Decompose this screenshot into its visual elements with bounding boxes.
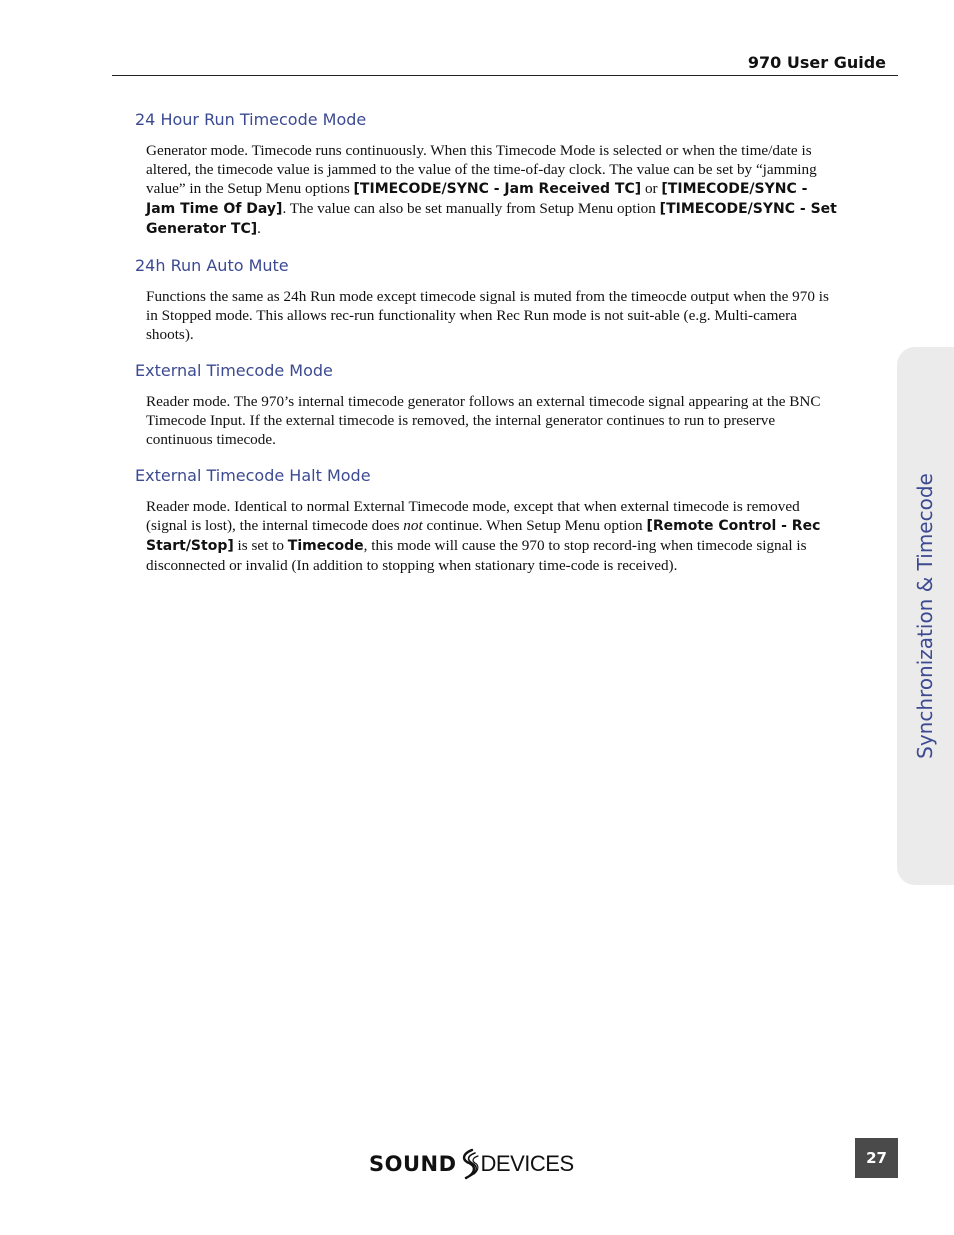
body-text: or — [641, 180, 662, 197]
sound-wave-logo-icon — [458, 1148, 480, 1180]
header-rule — [112, 75, 898, 76]
body-text: Reader mode. Identical to normal External Timecode mode, except that when external timecode is removed (signal is lost), the internal timecode does — [146, 498, 800, 534]
logo-text-sound: SOUND — [369, 1152, 457, 1176]
body-text: . The value can also be set manually from Setup Menu option — [282, 200, 660, 217]
header-title: 970 User Guide — [747, 53, 886, 72]
body-text: . — [257, 220, 261, 237]
sound-devices-logo — [369, 1148, 574, 1180]
page-number: 27 — [855, 1138, 898, 1178]
section-body-external-timecode: Reader mode. The 970’s internal timecode generator follows an external timecode signal appearing at the BNC Timecode Input. If the external timecode is removed, the internal generator continues to run to preserve continuous timecode. — [146, 393, 821, 448]
menu-reference: [TIMECODE/SYNC - Jam Received TC] — [353, 181, 642, 197]
section-heading-24-hour-run: 24 Hour Run Timecode Mode — [135, 110, 367, 129]
body-text: Generator mode. Timecode runs continuously. When this Timecode Mode is selected or when the time/date is altered, the timecode value is jammed to the value of the time-of-day clock. The value can be set by “jamming value” in the Setup Menu options — [146, 142, 817, 197]
section-body-external-timecode-halt — [146, 497, 840, 575]
menu-reference: [TIMECODE/SYNC - Set Generator TC] — [146, 201, 837, 237]
main-content — [135, 109, 840, 591]
section-body-24-hour-run — [146, 141, 840, 239]
menu-reference: Timecode — [287, 538, 364, 554]
body-text: is set to — [233, 537, 288, 554]
section-heading-external-timecode-halt: External Timecode Halt Mode — [135, 466, 371, 485]
menu-reference: [Remote Control - Rec Start/Stop] — [146, 518, 821, 554]
logo-text-devices: DEVICES — [480, 1151, 574, 1176]
emphasis-text: not — [403, 517, 423, 534]
body-text: continue. When Setup Menu option — [422, 517, 647, 534]
menu-reference: [TIMECODE/SYNC - Jam Time Of Day] — [146, 181, 808, 217]
section-heading-24h-run-auto-mute: 24h Run Auto Mute — [135, 256, 289, 275]
chapter-side-tab — [897, 347, 954, 885]
body-text: , this mode will cause the 970 to stop record-ing when timecode signal is disconnected or invalid (In addition to stopping when stationary time-code is received). — [146, 537, 807, 574]
section-heading-external-timecode: External Timecode Mode — [135, 361, 333, 380]
chapter-side-tab-label: Synchronization & Timecode — [913, 473, 937, 759]
section-body-24h-run-auto-mute: Functions the same as 24h Run mode except timecode signal is muted from the timeocde output when the 970 is in Stopped mode. This allows rec-run functionality when Rec Run mode is not suit-able (e.g. Multi-camera shoots). — [146, 288, 829, 343]
